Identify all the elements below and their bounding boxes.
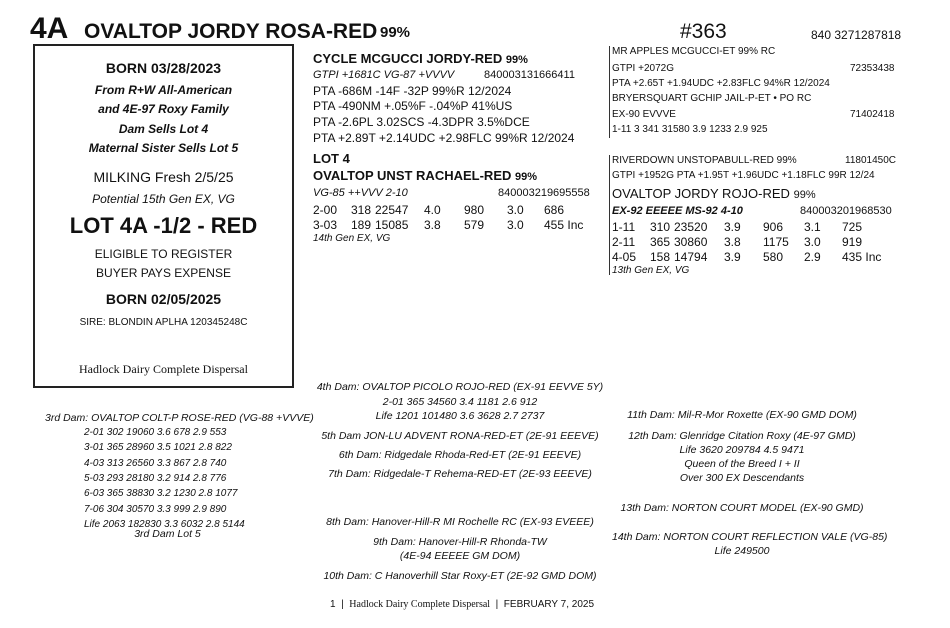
third-dam-record: 3-01 365 28960 3.5 1021 2.8 822: [84, 442, 232, 454]
record-cell: 980: [464, 203, 485, 217]
record-cell: 23520: [674, 220, 708, 234]
record-cell: 310: [650, 220, 671, 234]
born-date: BORN 03/28/2023: [105, 60, 222, 76]
third-dam-record: Life 2063 182830 3.3 6032 2.8 5144: [84, 518, 245, 530]
registration-number: 840 3271287818: [811, 28, 902, 42]
record-cell: 1-11: [612, 220, 636, 234]
sire-dam-record: 1-11 3 341 31580 3.9 1233 2.9 925: [612, 124, 768, 135]
page-number: 1: [330, 599, 336, 610]
record-cell: 3.0: [507, 203, 524, 217]
record-cell: 15085: [375, 218, 409, 232]
record-cell: 30860: [674, 235, 708, 249]
eleventh-dam: 11th Dam: Mil-R-Mor Roxette (EX-90 GMD DOM): [627, 409, 857, 421]
record-cell: 455 Inc: [544, 218, 584, 232]
record-cell: 3.8: [724, 235, 741, 249]
box-line: Dam Sells Lot 4: [118, 122, 209, 136]
seventh-dam: 7th Dam: Ridgedale-T Rehema-RED-ET (2E-93 EEEVE): [328, 468, 592, 480]
record-cell: 919: [842, 235, 863, 249]
box-line: and 4E-97 Roxy Family: [98, 102, 229, 116]
eligible: ELIGIBLE TO REGISTER: [94, 247, 233, 261]
born-date-2: BORN 02/05/2025: [105, 291, 222, 307]
fourteenth-dam-life: Life 249500: [714, 545, 770, 557]
box-line: From R+W All-American: [94, 83, 233, 97]
sire-dam-class: EX-90 EVVVE: [612, 109, 676, 120]
record-cell: 906: [763, 220, 784, 234]
sire-sire-reg: 72353438: [850, 63, 895, 74]
dam-dam-gen: 13th Gen EX, VG: [612, 265, 690, 276]
record-cell: 318: [351, 203, 372, 217]
third-dam-record: 7-06 304 30570 3.3 999 2.9 890: [84, 503, 227, 515]
box-line: Maternal Sister Sells Lot 5: [88, 141, 239, 155]
record-cell: 2.9: [804, 250, 821, 264]
third-dam-title: 3rd Dam: OVALTOP COLT-P ROSE-RED (VG-88 +VVVE): [45, 412, 314, 424]
record-cell: 1175: [763, 235, 789, 249]
record-cell: 686: [544, 203, 565, 217]
catalog-number: #363: [680, 20, 727, 43]
eighth-dam: 8th Dam: Hanover-Hill-R MI Rochelle RC (EX-93 EVEEE): [326, 516, 594, 528]
sixth-dam: 6th Dam: Ridgedale Rhoda-Red-ET (2E-91 EEEVE): [338, 449, 582, 461]
sire-pta: PTA -686M -14F -32P 99%R 12/2024: [313, 84, 512, 98]
dam-dam-reg: 840003201968530: [800, 205, 892, 217]
twelfth-dam: 12th Dam: Glenridge Citation Roxy (4E-97 GMD): [628, 430, 856, 442]
dam-class: VG-85 ++VVV 2-10: [313, 187, 408, 199]
record-cell: 580: [763, 250, 784, 264]
sire-gtpi: GTPI +1681C VG-87 +VVVV: [313, 69, 455, 81]
potential: Potential 15th Gen EX, VG: [92, 192, 235, 206]
fourth-dam-record: Life 1201 101480 3.6 3628 2.7 2737: [375, 410, 545, 422]
sire-line: SIRE: BLONDIN APLHA 120345248C: [79, 317, 248, 328]
milking-status: MILKING Fresh 2/5/25: [93, 169, 234, 185]
fifth-dam: 5th Dam JON-LU ADVENT RONA-RED-ET (2E-91 EEEVE): [321, 430, 599, 442]
record-cell: 579: [464, 218, 485, 232]
animal-percent: 99%: [380, 24, 411, 41]
record-cell: 3.8: [424, 218, 441, 232]
sire-pta: PTA -2.6PL 3.02SCS -4.3DPR 3.5%DCE: [313, 115, 530, 129]
record-cell: 14794: [674, 250, 708, 264]
record-cell: 2-00: [313, 203, 338, 217]
record-cell: 3-03: [313, 218, 338, 232]
record-cell: 3.0: [507, 218, 524, 232]
dam-reg: 840003219695558: [498, 187, 590, 199]
twelfth-dam-life: Life 3620 209784 4.5 9471: [679, 444, 805, 456]
page-footer: 1 | Hadlock Dairy Complete Dispersal | FEBRUARY 7, 2025: [330, 599, 595, 610]
dispersal-name: Hadlock Dairy Complete Dispersal: [79, 362, 248, 376]
thirteenth-dam: 13th Dam: NORTON COURT MODEL (EX-90 GMD): [620, 502, 864, 514]
record-cell: 189: [351, 218, 372, 232]
dam-sire-gtpi: GTPI +1952G PTA +1.95T +1.96UDC +1.18FLC 99R 12/24: [612, 170, 875, 181]
third-dam-record: 6-03 365 38830 3.2 1230 2.8 1077: [84, 488, 238, 500]
twelfth-dam-note: Over 300 EX Descendants: [679, 472, 805, 484]
sire-pta: PTA +2.89T +2.14UDC +2.98FLC 99%R 12/2024: [313, 131, 575, 145]
pedigree-bracket: [609, 155, 610, 275]
record-cell: 3.9: [724, 250, 741, 264]
sire-sire-name: MR APPLES MCGUCCI-ET 99% RC: [612, 46, 776, 57]
fourth-dam-title: 4th Dam: OVALTOP PICOLO ROJO-RED (EX-91 EEVVE 5Y): [316, 381, 604, 393]
sire-pta: PTA -490NM +.05%F -.04%P 41%US: [313, 99, 513, 113]
record-cell: 158: [650, 250, 671, 264]
dam-name: OVALTOP UNST RACHAEL-RED 99%: [313, 168, 538, 183]
footer-dispersal: Hadlock Dairy Complete Dispersal: [349, 599, 491, 610]
record-cell: 435 Inc: [842, 250, 882, 264]
lot-number: 4A: [30, 12, 69, 45]
third-dam-record: 5-03 293 28180 3.2 914 2.8 776: [84, 472, 227, 484]
third-dam-record: 2-01 302 19060 3.6 678 2.9 553: [84, 427, 227, 438]
animal-name: OVALTOP JORDY ROSA-RED: [84, 20, 378, 43]
sire-dam-name: BRYERSQUART GCHIP JAIL-P-ET • PO RC: [612, 93, 812, 104]
record-cell: 365: [650, 235, 671, 249]
record-cell: 22547: [375, 203, 409, 217]
lot-info-box: [33, 44, 294, 388]
sire-dam-reg: 71402418: [850, 109, 895, 120]
record-cell: 2-11: [612, 235, 636, 249]
footer-date: FEBRUARY 7, 2025: [503, 599, 595, 610]
ninth-dam: 9th Dam: Hanover-Hill-R Rhonda-TW: [373, 536, 547, 548]
fourteenth-dam: 14th Dam: NORTON COURT REFLECTION VALE (VG-85): [612, 531, 888, 543]
buyer-pays: BUYER PAYS EXPENSE: [96, 266, 231, 280]
dam-sire-name: RIVERDOWN UNSTOPABULL-RED 99%: [612, 155, 797, 166]
dam-sire-reg: 11801450C: [845, 155, 896, 166]
record-cell: 3.0: [804, 235, 821, 249]
record-cell: 725: [842, 220, 863, 234]
dam-dam-class: EX-92 EEEEE MS-92 4-10: [612, 205, 743, 217]
lot-title: LOT 4A -1/2 - RED: [69, 213, 258, 238]
sire-reg: 840003131666411: [484, 69, 575, 81]
record-cell: 3.9: [724, 220, 741, 234]
record-cell: 4.0: [424, 203, 441, 217]
sire-sire-gtpi: GTPI +2072G: [612, 63, 674, 74]
dam-dam-name: OVALTOP JORDY ROJO-RED 99%: [612, 186, 816, 201]
ninth-dam-class: (4E-94 EEEEE GM DOM): [399, 550, 521, 562]
twelfth-dam-note: Queen of the Breed I + II: [684, 458, 800, 470]
dam-lot: LOT 4: [313, 151, 350, 166]
third-dam-record: 4-03 313 26560 3.3 867 2.8 740: [84, 457, 227, 469]
sire-name: CYCLE MCGUCCI JORDY-RED 99%: [313, 51, 528, 66]
record-cell: 4-05: [612, 250, 637, 264]
fourth-dam-record: 2-01 365 34560 3.4 1181 2.6 912: [382, 396, 538, 408]
sire-sire-pta: PTA +2.65T +1.94UDC +2.83FLC 94%R 12/2024: [612, 78, 830, 89]
third-dam-note: 3rd Dam Lot 5: [134, 528, 201, 540]
tenth-dam: 10th Dam: C Hanoverhill Star Roxy-ET (2E-92 GMD DOM): [323, 570, 597, 582]
record-cell: 3.1: [804, 220, 821, 234]
pedigree-bracket: [609, 46, 610, 138]
dam-gen: 14th Gen EX, VG: [313, 233, 391, 244]
